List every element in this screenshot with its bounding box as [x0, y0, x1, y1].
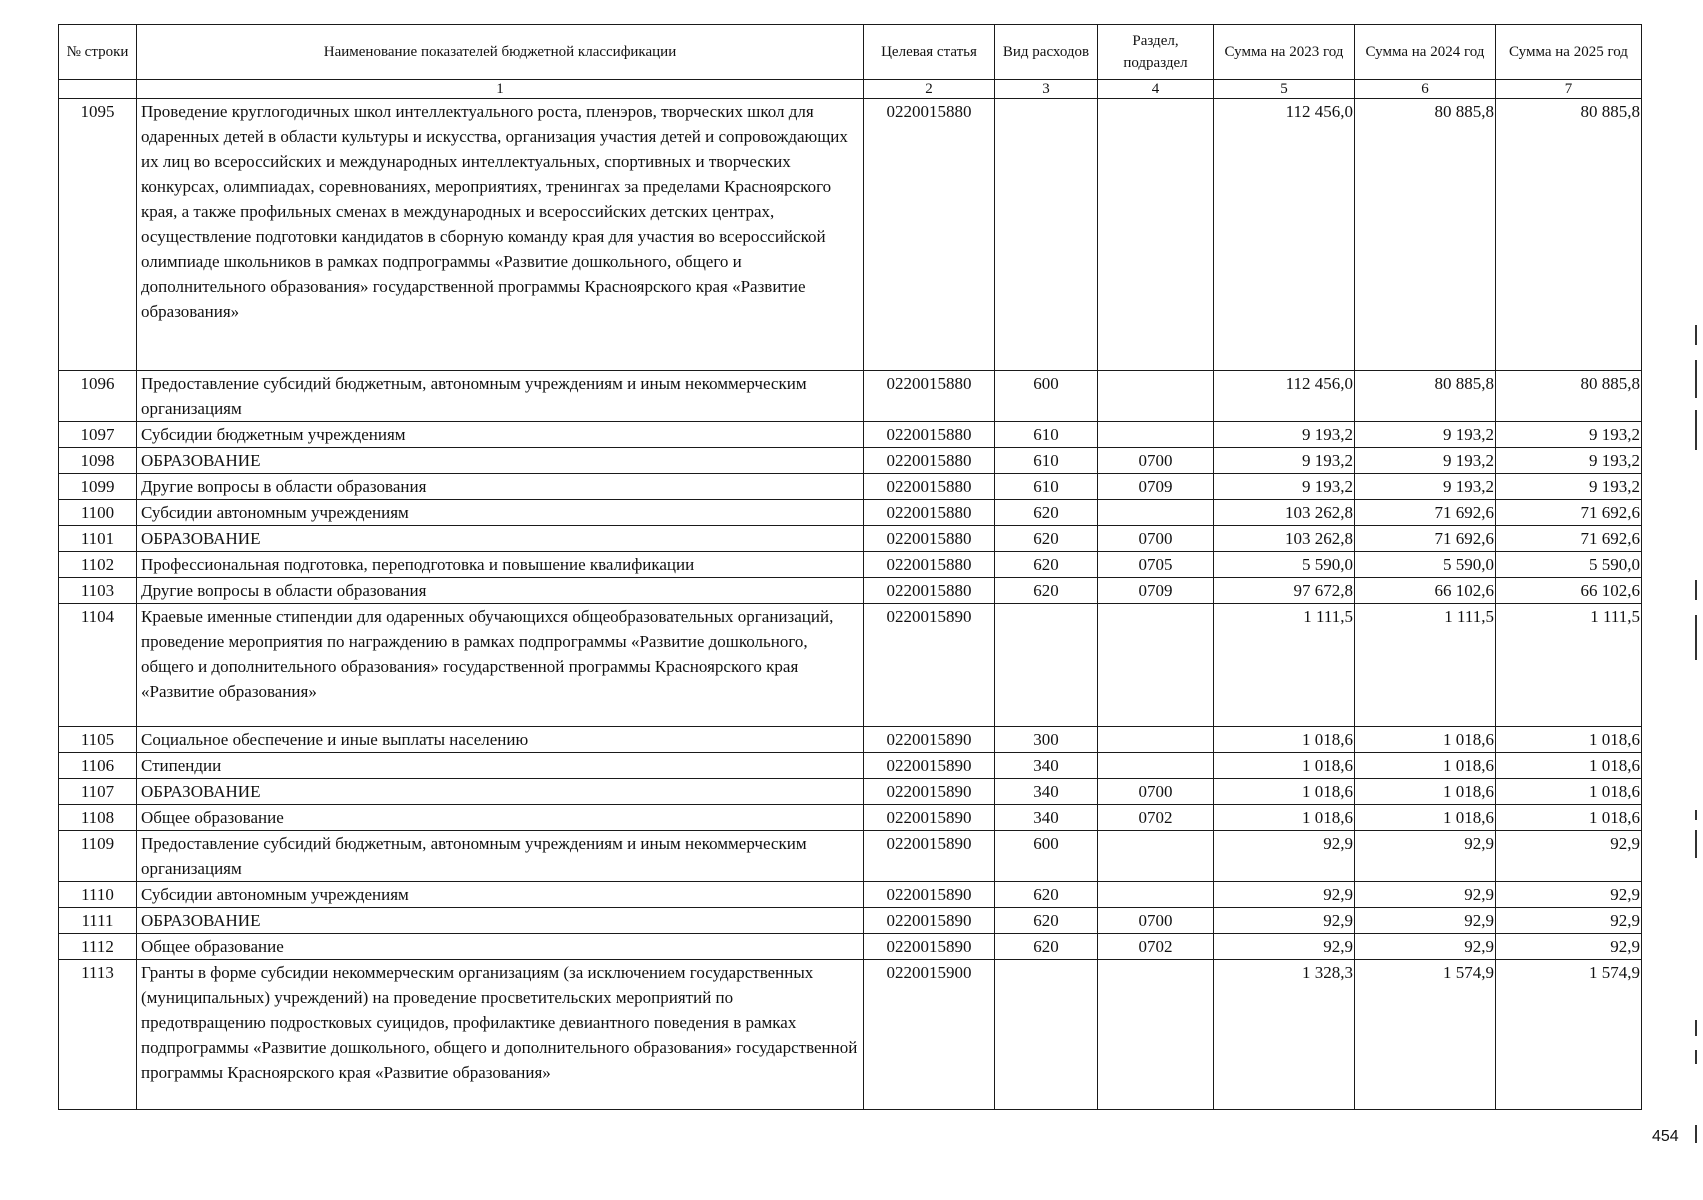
target-article: 0220015890	[864, 805, 995, 831]
row-number: 1095	[59, 99, 137, 371]
target-article: 0220015880	[864, 448, 995, 474]
target-article: 0220015880	[864, 526, 995, 552]
column-number	[59, 80, 137, 99]
target-article: 0220015880	[864, 552, 995, 578]
row-number: 1098	[59, 448, 137, 474]
indicator-name: Социальное обеспечение и иные выплаты населению	[137, 727, 864, 753]
table-row	[59, 500, 1642, 526]
scan-margin-mark	[1695, 410, 1697, 450]
column-number: 2	[864, 80, 995, 99]
expense-kind	[995, 960, 1098, 1110]
sum-2025: 1 018,6	[1496, 727, 1642, 753]
sum-2024: 9 193,2	[1355, 474, 1496, 500]
section-code: 0700	[1098, 908, 1214, 934]
target-article: 0220015890	[864, 908, 995, 934]
sum-2025: 92,9	[1496, 908, 1642, 934]
section-code	[1098, 99, 1214, 371]
section-code: 0702	[1098, 934, 1214, 960]
sum-2025: 1 018,6	[1496, 753, 1642, 779]
sum-2024: 5 590,0	[1355, 552, 1496, 578]
sum-2025: 71 692,6	[1496, 500, 1642, 526]
target-article: 0220015880	[864, 371, 995, 422]
table-row	[59, 578, 1642, 604]
section-code	[1098, 422, 1214, 448]
section-code	[1098, 727, 1214, 753]
section-code: 0700	[1098, 779, 1214, 805]
row-number: 1107	[59, 779, 137, 805]
sum-2024: 92,9	[1355, 831, 1496, 882]
sum-2025: 1 018,6	[1496, 779, 1642, 805]
scan-margin-mark	[1695, 360, 1697, 398]
sum-2025: 92,9	[1496, 831, 1642, 882]
sum-2024: 92,9	[1355, 908, 1496, 934]
indicator-name: Субсидии бюджетным учреждениям	[137, 422, 864, 448]
target-article: 0220015880	[864, 99, 995, 371]
sum-2025: 5 590,0	[1496, 552, 1642, 578]
scan-margin-mark	[1695, 1020, 1697, 1036]
indicator-name: ОБРАЗОВАНИЕ	[137, 526, 864, 552]
row-number: 1103	[59, 578, 137, 604]
header-kind: Вид расходов	[995, 25, 1098, 80]
sum-2023: 1 018,6	[1214, 805, 1355, 831]
sum-2023: 92,9	[1214, 831, 1355, 882]
row-number: 1104	[59, 604, 137, 727]
section-code	[1098, 882, 1214, 908]
indicator-name: Стипендии	[137, 753, 864, 779]
table-row	[59, 422, 1642, 448]
expense-kind: 620	[995, 934, 1098, 960]
sum-2025: 9 193,2	[1496, 448, 1642, 474]
column-number: 7	[1496, 80, 1642, 99]
sum-2025: 92,9	[1496, 882, 1642, 908]
section-code: 0700	[1098, 526, 1214, 552]
sum-2025: 80 885,8	[1496, 99, 1642, 371]
row-number: 1109	[59, 831, 137, 882]
section-code	[1098, 831, 1214, 882]
scan-margin-mark	[1695, 830, 1697, 858]
expense-kind: 600	[995, 831, 1098, 882]
section-code	[1098, 500, 1214, 526]
row-number: 1096	[59, 371, 137, 422]
expense-kind: 620	[995, 882, 1098, 908]
sum-2024: 80 885,8	[1355, 371, 1496, 422]
expense-kind: 620	[995, 552, 1098, 578]
sum-2023: 1 018,6	[1214, 727, 1355, 753]
scan-margin-mark	[1695, 810, 1697, 820]
sum-2025: 66 102,6	[1496, 578, 1642, 604]
column-number: 4	[1098, 80, 1214, 99]
sum-2024: 1 018,6	[1355, 779, 1496, 805]
sum-2023: 112 456,0	[1214, 371, 1355, 422]
table-row	[59, 448, 1642, 474]
expense-kind	[995, 99, 1098, 371]
sum-2023: 5 590,0	[1214, 552, 1355, 578]
indicator-name: ОБРАЗОВАНИЕ	[137, 448, 864, 474]
sum-2023: 103 262,8	[1214, 500, 1355, 526]
scan-margin-mark	[1695, 1125, 1697, 1143]
row-number: 1101	[59, 526, 137, 552]
sum-2024: 1 018,6	[1355, 727, 1496, 753]
sum-2025: 92,9	[1496, 934, 1642, 960]
sum-2023: 1 018,6	[1214, 753, 1355, 779]
indicator-name: Субсидии автономным учреждениям	[137, 882, 864, 908]
indicator-name: Предоставление субсидий бюджетным, автономным учреждениям и иным некоммерческим организациям	[137, 831, 864, 882]
sum-2024: 1 574,9	[1355, 960, 1496, 1110]
expense-kind: 300	[995, 727, 1098, 753]
header-row	[59, 25, 1642, 80]
header-sum-2024: Сумма на 2024 год	[1355, 25, 1496, 80]
budget-table	[58, 24, 1642, 1110]
target-article: 0220015880	[864, 578, 995, 604]
sum-2023: 1 111,5	[1214, 604, 1355, 727]
indicator-name: Профессиональная подготовка, переподготовка и повышение квалификации	[137, 552, 864, 578]
table-row	[59, 604, 1642, 727]
target-article: 0220015890	[864, 727, 995, 753]
section-code	[1098, 960, 1214, 1110]
sum-2024: 71 692,6	[1355, 526, 1496, 552]
table-row	[59, 474, 1642, 500]
sum-2024: 9 193,2	[1355, 448, 1496, 474]
target-article: 0220015880	[864, 422, 995, 448]
row-number: 1108	[59, 805, 137, 831]
section-code	[1098, 371, 1214, 422]
expense-kind: 620	[995, 578, 1098, 604]
table-row	[59, 960, 1642, 1110]
target-article: 0220015890	[864, 831, 995, 882]
expense-kind: 600	[995, 371, 1098, 422]
section-code: 0702	[1098, 805, 1214, 831]
scan-margin-mark	[1695, 325, 1697, 345]
indicator-name: Предоставление субсидий бюджетным, автономным учреждениям и иным некоммерческим организациям	[137, 371, 864, 422]
page-number: 454	[1652, 1128, 1679, 1145]
row-number: 1111	[59, 908, 137, 934]
sum-2024: 71 692,6	[1355, 500, 1496, 526]
section-code: 0700	[1098, 448, 1214, 474]
column-number: 5	[1214, 80, 1355, 99]
sum-2024: 1 111,5	[1355, 604, 1496, 727]
expense-kind: 340	[995, 805, 1098, 831]
column-number-row	[59, 80, 1642, 99]
indicator-name: ОБРАЗОВАНИЕ	[137, 779, 864, 805]
scan-margin-mark	[1695, 615, 1697, 660]
table-row	[59, 934, 1642, 960]
sum-2023: 9 193,2	[1214, 422, 1355, 448]
section-code	[1098, 753, 1214, 779]
expense-kind: 610	[995, 422, 1098, 448]
section-code: 0709	[1098, 474, 1214, 500]
row-number: 1112	[59, 934, 137, 960]
expense-kind: 340	[995, 779, 1098, 805]
sum-2024: 9 193,2	[1355, 422, 1496, 448]
expense-kind: 620	[995, 500, 1098, 526]
table-row	[59, 831, 1642, 882]
expense-kind	[995, 604, 1098, 727]
indicator-name: Другие вопросы в области образования	[137, 474, 864, 500]
sum-2024: 80 885,8	[1355, 99, 1496, 371]
row-number: 1106	[59, 753, 137, 779]
section-code: 0709	[1098, 578, 1214, 604]
sum-2025: 1 018,6	[1496, 805, 1642, 831]
expense-kind: 340	[995, 753, 1098, 779]
indicator-name: Другие вопросы в области образования	[137, 578, 864, 604]
sum-2023: 92,9	[1214, 934, 1355, 960]
section-code: 0705	[1098, 552, 1214, 578]
column-number: 6	[1355, 80, 1496, 99]
section-code	[1098, 604, 1214, 727]
scan-margin-mark	[1695, 580, 1697, 600]
expense-kind: 620	[995, 526, 1098, 552]
column-number: 3	[995, 80, 1098, 99]
indicator-name: Субсидии автономным учреждениям	[137, 500, 864, 526]
target-article: 0220015890	[864, 753, 995, 779]
table-row	[59, 727, 1642, 753]
sum-2024: 92,9	[1355, 934, 1496, 960]
row-number: 1099	[59, 474, 137, 500]
target-article: 0220015880	[864, 500, 995, 526]
sum-2025: 80 885,8	[1496, 371, 1642, 422]
expense-kind: 620	[995, 908, 1098, 934]
sum-2023: 9 193,2	[1214, 474, 1355, 500]
indicator-name: Краевые именные стипендии для одаренных обучающихся общеобразовательных организаций, проведение мероприятия по награждению в рамках подпрограммы «Развитие дошкольного, общего и дополнительного образования» государственной программы Красноярского края «Развитие образования»	[137, 604, 864, 727]
sum-2023: 92,9	[1214, 908, 1355, 934]
header-target: Целевая статья	[864, 25, 995, 80]
sum-2024: 1 018,6	[1355, 805, 1496, 831]
target-article: 0220015890	[864, 934, 995, 960]
sum-2023: 1 328,3	[1214, 960, 1355, 1110]
sum-2023: 112 456,0	[1214, 99, 1355, 371]
table-row	[59, 371, 1642, 422]
header-sum-2025: Сумма на 2025 год	[1496, 25, 1642, 80]
indicator-name: ОБРАЗОВАНИЕ	[137, 908, 864, 934]
row-number: 1100	[59, 500, 137, 526]
expense-kind: 610	[995, 448, 1098, 474]
header-row-no: № строки	[59, 25, 137, 80]
sum-2025: 9 193,2	[1496, 422, 1642, 448]
target-article: 0220015900	[864, 960, 995, 1110]
row-number: 1105	[59, 727, 137, 753]
target-article: 0220015890	[864, 604, 995, 727]
sum-2025: 9 193,2	[1496, 474, 1642, 500]
sum-2025: 1 111,5	[1496, 604, 1642, 727]
sum-2023: 92,9	[1214, 882, 1355, 908]
sum-2023: 103 262,8	[1214, 526, 1355, 552]
target-article: 0220015880	[864, 474, 995, 500]
table-row	[59, 99, 1642, 371]
indicator-name: Проведение круглогодичных школ интеллектуального роста, пленэров, творческих школ для одаренных детей в области культуры и искусства, организация участия детей и сопровождающих их лиц во всероссийских и международных интеллектуальных, спортивных и творческих конкурсах, олимпиадах, соревнованиях, мероприятиях, тренингах за пределами Красноярского края, а также профильных сменах в международных и всероссийских детских центрах, осуществление подготовки кандидатов в сборную команду края для участия во всероссийской олимпиаде школьников в рамках подпрограммы «Развитие дошкольного, общего и дополнительного образования» государственной программы Красноярского края «Развитие образования»	[137, 99, 864, 371]
sum-2023: 97 672,8	[1214, 578, 1355, 604]
table-row	[59, 779, 1642, 805]
row-number: 1097	[59, 422, 137, 448]
table-row	[59, 882, 1642, 908]
header-section: Раздел, подраздел	[1098, 25, 1214, 80]
sum-2024: 92,9	[1355, 882, 1496, 908]
indicator-name: Общее образование	[137, 805, 864, 831]
target-article: 0220015890	[864, 882, 995, 908]
row-number: 1113	[59, 960, 137, 1110]
row-number: 1110	[59, 882, 137, 908]
sum-2024: 66 102,6	[1355, 578, 1496, 604]
column-number: 1	[137, 80, 864, 99]
table-row	[59, 908, 1642, 934]
table-row	[59, 753, 1642, 779]
table-row	[59, 805, 1642, 831]
sum-2025: 1 574,9	[1496, 960, 1642, 1110]
target-article: 0220015890	[864, 779, 995, 805]
header-name: Наименование показателей бюджетной классификации	[137, 25, 864, 80]
sum-2023: 1 018,6	[1214, 779, 1355, 805]
table-row	[59, 526, 1642, 552]
expense-kind: 610	[995, 474, 1098, 500]
header-sum-2023: Сумма на 2023 год	[1214, 25, 1355, 80]
row-number: 1102	[59, 552, 137, 578]
sum-2025: 71 692,6	[1496, 526, 1642, 552]
scan-margin-mark	[1695, 1050, 1697, 1064]
table-row	[59, 552, 1642, 578]
indicator-name: Гранты в форме субсидии некоммерческим организациям (за исключением государственных (муниципальных) учреждений) на проведение просветительских мероприятий по предотвращению подростковых суицидов, профилактике девиантного поведения в рамках подпрограммы «Развитие дошкольного, общего и дополнительного образования» государственной программы Красноярского края «Развитие образования»	[137, 960, 864, 1110]
sum-2023: 9 193,2	[1214, 448, 1355, 474]
indicator-name: Общее образование	[137, 934, 864, 960]
sum-2024: 1 018,6	[1355, 753, 1496, 779]
table-body	[59, 99, 1642, 1110]
